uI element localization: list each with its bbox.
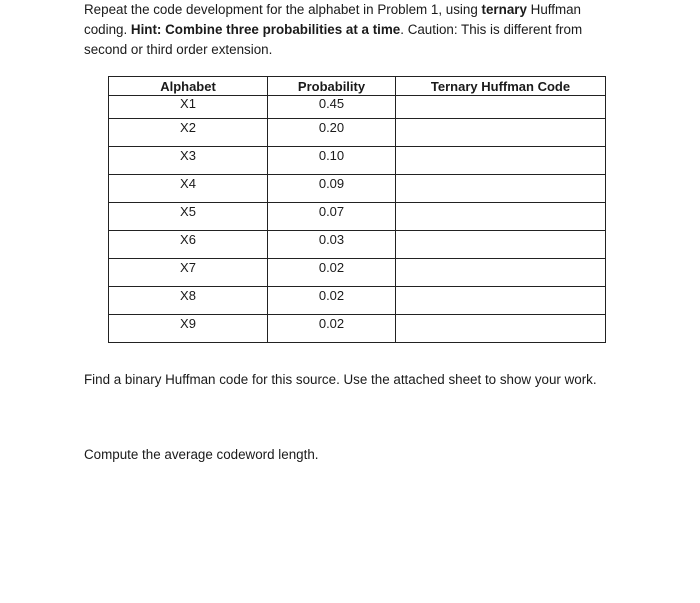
probability-cell: 0.07	[268, 203, 396, 231]
problem-statement	[84, 0, 624, 60]
table-row	[109, 147, 606, 175]
header-alphabet: Alphabet	[109, 77, 268, 96]
intro-text-1: Repeat the code development for the alphabet in Problem 1, using	[84, 2, 482, 17]
code-cell	[396, 315, 606, 343]
symbol-cell: X4	[109, 175, 268, 203]
probability-cell: 0.02	[268, 315, 396, 343]
table-row	[109, 96, 606, 119]
probability-cell: 0.10	[268, 147, 396, 175]
symbol-cell: X2	[109, 119, 268, 147]
table-row	[109, 315, 606, 343]
intro-text-3: . Caution: This is different from second or third order extension.	[84, 22, 583, 57]
symbol-cell: X6	[109, 231, 268, 259]
symbol-cell: X1	[109, 96, 268, 119]
intro-text-2: Huffman coding.	[84, 2, 582, 37]
code-cell	[396, 119, 606, 147]
intro-bold-ternary: ternary	[481, 2, 527, 17]
header-probability: Probability	[268, 77, 396, 96]
code-cell	[396, 259, 606, 287]
probability-cell: 0.02	[268, 259, 396, 287]
code-cell	[396, 147, 606, 175]
code-cell	[396, 231, 606, 259]
code-cell	[396, 203, 606, 231]
symbol-cell: X5	[109, 203, 268, 231]
table-row	[109, 231, 606, 259]
code-cell	[396, 287, 606, 315]
probability-cell: 0.02	[268, 287, 396, 315]
table-row	[109, 259, 606, 287]
table-header-row	[109, 77, 606, 96]
probability-cell: 0.09	[268, 175, 396, 203]
table-row	[109, 203, 606, 231]
code-cell	[396, 175, 606, 203]
question-average-length: Compute the average codeword length.	[84, 447, 319, 462]
probability-cell: 0.20	[268, 119, 396, 147]
table-row	[109, 175, 606, 203]
intro-hint: Hint: Combine three probabilities at a time	[130, 22, 401, 37]
symbol-cell: X8	[109, 287, 268, 315]
question-binary-huffman: Find a binary Huffman code for this source. Use the attached sheet to show your work.	[84, 372, 597, 387]
table-row	[109, 287, 606, 315]
symbol-cell: X9	[109, 315, 268, 343]
probability-cell: 0.45	[268, 96, 396, 119]
symbol-cell: X3	[109, 147, 268, 175]
probability-cell: 0.03	[268, 231, 396, 259]
code-cell	[396, 96, 606, 119]
header-ternary-code: Ternary Huffman Code	[396, 77, 606, 96]
probability-table	[108, 76, 606, 343]
table-row	[109, 119, 606, 147]
symbol-cell: X7	[109, 259, 268, 287]
